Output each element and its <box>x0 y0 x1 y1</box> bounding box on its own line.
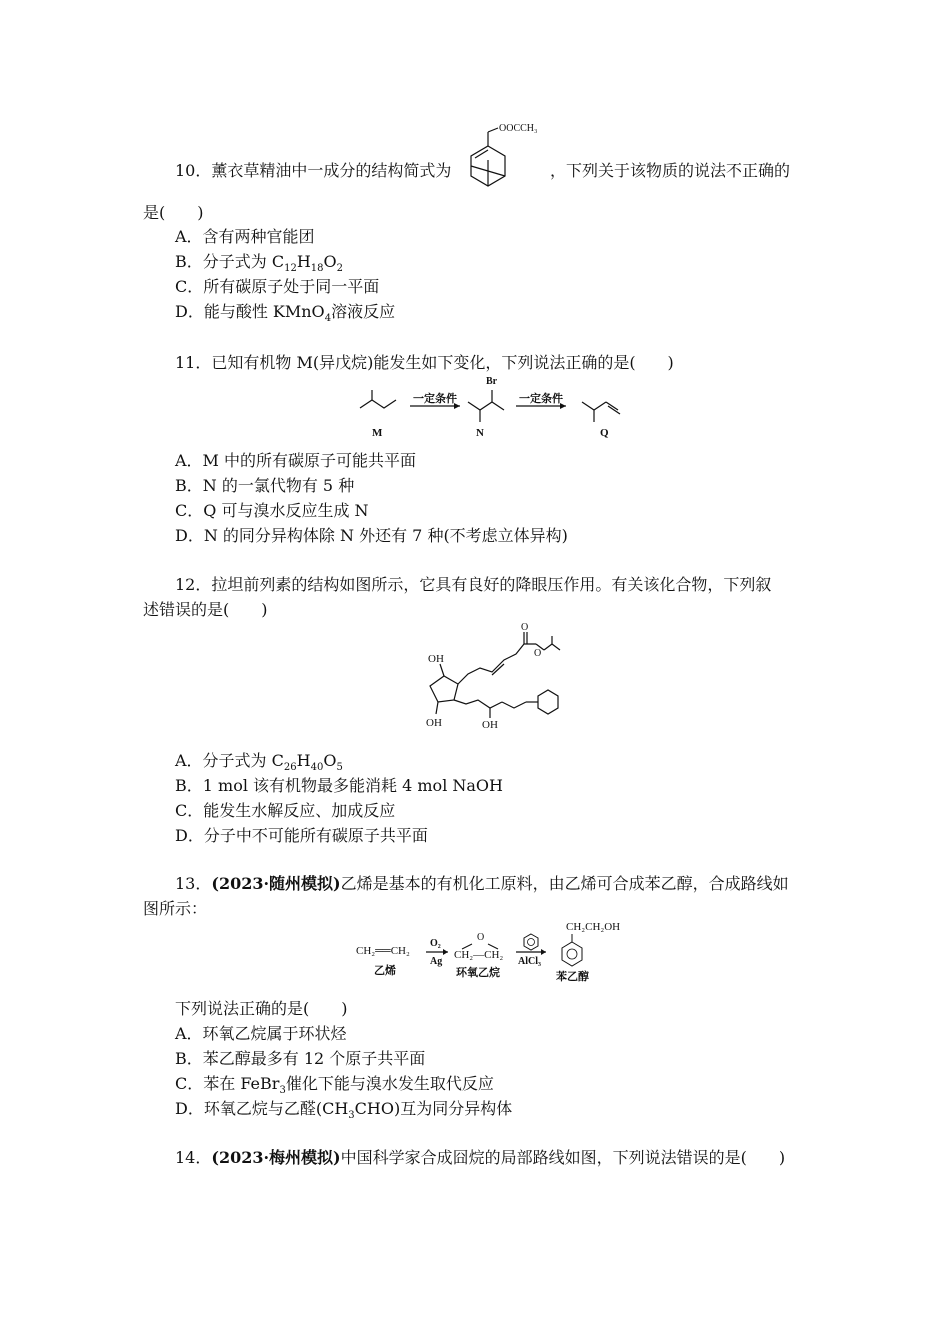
q12-option-b: B．1 mol 该有机物最多能消耗 4 mol NaOH <box>175 776 504 795</box>
epoxide-name: 环氧乙烷 <box>456 967 500 979</box>
q12-oh-chain: OH <box>482 719 498 731</box>
q11-option-b: B．N 的一氯代物有 5 种 <box>175 476 355 495</box>
q10-group-label: OOCCH₃ <box>499 123 538 134</box>
q10-option-a: A．含有两种官能团 <box>175 227 315 246</box>
benzene-reagent-icon <box>524 934 538 950</box>
q12-option-d: D．分子中不可能所有碳原子共平面 <box>175 826 428 845</box>
q11-option-c: C．Q 可与溴水反应生成 N <box>175 501 369 520</box>
q12-structure <box>420 618 590 738</box>
reagent1-bottom: Ag <box>430 956 443 967</box>
q10-stem-line2: 是( ) <box>143 203 204 222</box>
reagent1-top: O₂ <box>430 938 441 949</box>
q13-scheme <box>350 918 640 984</box>
reagent2-bottom: AlCl₃ <box>518 956 541 967</box>
q13-option-d: D．环氧乙烷与乙醛$(CH_3CHO)$互为同分异构体 <box>175 1099 513 1122</box>
q12-o-carbonyl: O <box>521 622 529 633</box>
q14-source: (2023·梅州模拟) <box>211 1148 341 1167</box>
ethylene: CH₂══CH₂ <box>356 945 410 957</box>
product-name: 苯乙醇 <box>556 971 589 983</box>
q11-scheme <box>350 372 640 442</box>
q13-question: 下列说法正确的是( ) <box>175 999 348 1018</box>
arrow2-label: 一定条件 <box>519 393 563 405</box>
q12-stem-line1: 12．拉坦前列素的结构如图所示，它具有良好的降眼压作用。有关该化合物，下列叙 <box>175 575 772 594</box>
q12-oh-top: OH <box>428 653 444 665</box>
label-n: N <box>476 427 484 439</box>
q12-stem-line2: 述错误的是( ) <box>143 600 268 619</box>
q11-option-d: D．N 的同分异构体除 N 外还有 7 种(不考虑立体异构) <box>175 526 568 545</box>
q13-option-a: A．环氧乙烷属于环状烃 <box>175 1024 347 1043</box>
q10-structure <box>468 118 558 188</box>
q13-option-b: B．苯乙醇最多有 12 个原子共平面 <box>175 1049 426 1068</box>
arrow1-label: 一定条件 <box>413 393 457 405</box>
label-m: M <box>372 427 383 439</box>
q10-option-c: C．所有碳原子处于同一平面 <box>175 277 380 296</box>
q12-oh-bottom: OH <box>426 717 442 729</box>
q10-option-b: B．分子式为 $C_{12}H_{18}O_2$ <box>175 252 344 275</box>
q11-stem: 11．已知有机物 M(异戊烷)能发生如下变化，下列说法正确的是( ) <box>175 353 674 372</box>
label-br: Br <box>486 376 498 387</box>
ethylene-name: 乙烯 <box>374 965 396 977</box>
epoxide: CH₂—CH₂ <box>454 949 504 961</box>
q13-stem-line2: 图所示： <box>143 899 208 918</box>
q11-option-a: A．M 中的所有碳原子可能共平面 <box>175 451 417 470</box>
q14-stem: 14．(2023·梅州模拟)中国科学家合成囧烷的局部路线如图，下列说法错误的是( ) <box>175 1148 786 1167</box>
q12-o-ester: O <box>534 648 542 659</box>
q10-option-d: D．能与酸性 KMnO$_4$溶液反应 <box>175 302 396 325</box>
q10-stem-line1b: ，下列关于该物质的说法不正确的 <box>550 161 791 180</box>
q10-stem-line1: 10．薰衣草精油中一成分的结构简式为 <box>175 161 452 180</box>
q13-source: (2023·随州模拟) <box>211 874 341 893</box>
q13-option-c: C．苯在 FeBr$_3$催化下能与溴水发生取代反应 <box>175 1074 494 1097</box>
product-chain: CH₂CH₂OH <box>566 921 621 933</box>
q13-stem-line1: 13．(2023·随州模拟)乙烯是基本的有机化工原料，由乙烯可合成苯乙醇，合成路线如 <box>175 874 789 893</box>
label-q: Q <box>600 427 609 439</box>
q12-option-a: A．分子式为 $C_{26}H_{40}O_5$ <box>175 751 343 774</box>
q12-option-c: C．能发生水解反应、加成反应 <box>175 801 396 820</box>
epoxide-o: O <box>477 932 485 943</box>
